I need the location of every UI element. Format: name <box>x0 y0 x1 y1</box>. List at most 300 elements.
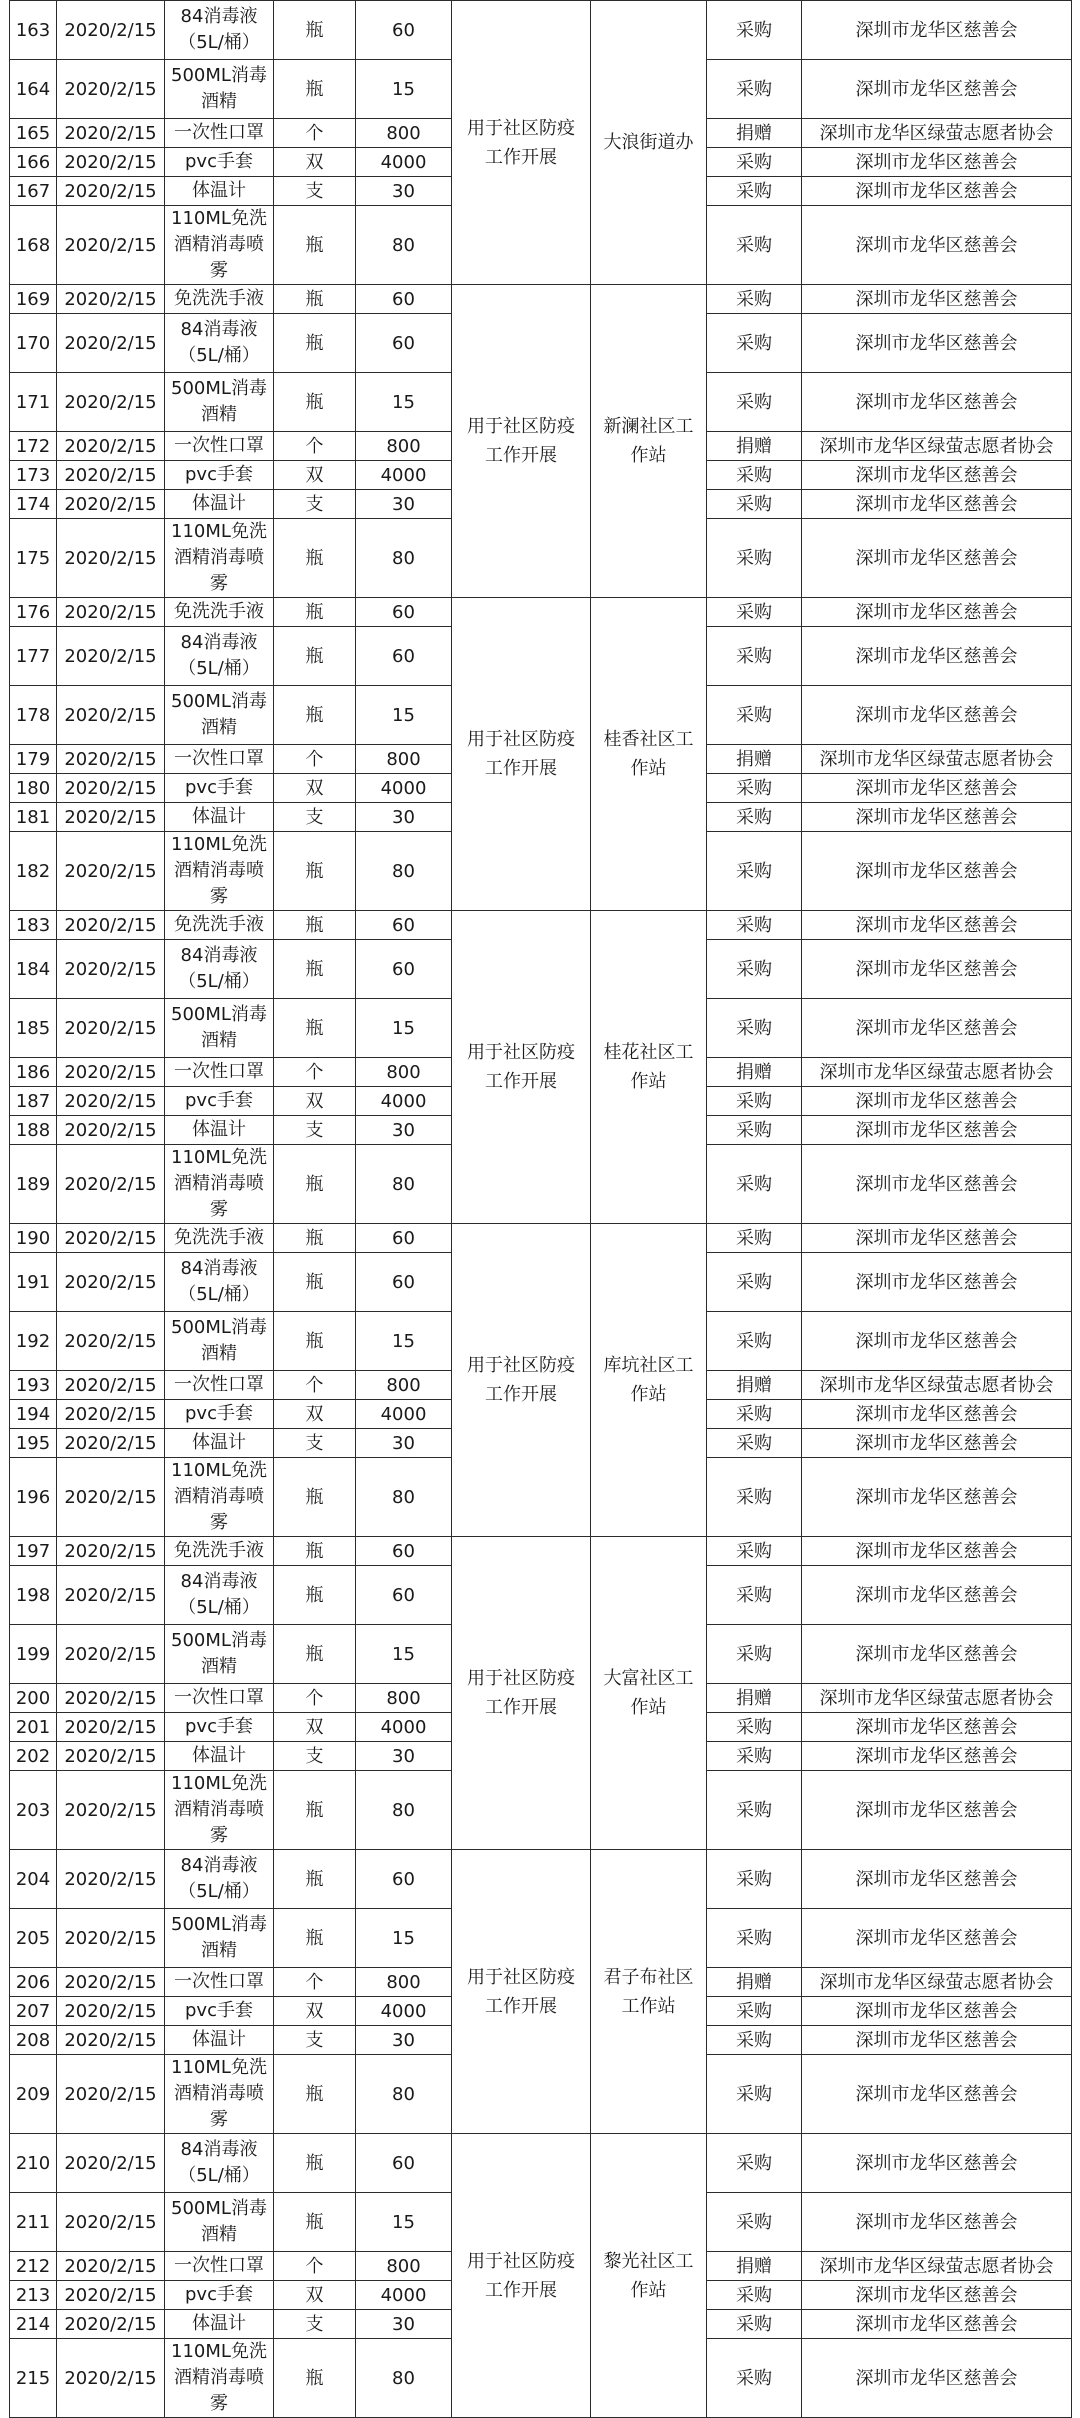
date-cell: 2020/2/15 <box>57 1312 165 1371</box>
source-cell: 深圳市龙华区慈善会 <box>802 1850 1072 1909</box>
quantity-cell: 30 <box>356 177 452 206</box>
quantity-cell: 80 <box>356 519 452 598</box>
recipient-cell: 大浪街道办 <box>591 1 707 285</box>
item-name-cell: 免洗洗手液 <box>165 1537 274 1566</box>
method-cell: 采购 <box>707 60 802 119</box>
method-cell: 捐赠 <box>707 1371 802 1400</box>
row-number-cell: 175 <box>10 519 57 598</box>
item-name-cell: 500ML消毒酒精 <box>165 686 274 745</box>
method-cell: 采购 <box>707 686 802 745</box>
quantity-cell: 60 <box>356 627 452 686</box>
row-number-cell: 202 <box>10 1742 57 1771</box>
unit-cell: 个 <box>274 119 356 148</box>
item-name-cell: pvc手套 <box>165 1087 274 1116</box>
purpose-cell: 用于社区防疫工作开展 <box>452 2134 591 2418</box>
purpose-cell: 用于社区防疫工作开展 <box>452 285 591 598</box>
table-row <box>10 1537 1072 1566</box>
quantity-cell: 60 <box>356 1253 452 1312</box>
unit-cell: 瓶 <box>274 1625 356 1684</box>
quantity-cell: 4000 <box>356 774 452 803</box>
date-cell: 2020/2/15 <box>57 1566 165 1625</box>
unit-cell: 瓶 <box>274 1850 356 1909</box>
item-name-cell: 一次性口罩 <box>165 432 274 461</box>
source-cell: 深圳市龙华区慈善会 <box>802 1997 1072 2026</box>
method-cell: 采购 <box>707 1145 802 1224</box>
method-cell: 采购 <box>707 1713 802 1742</box>
item-name-cell: pvc手套 <box>165 2281 274 2310</box>
source-cell: 深圳市龙华区慈善会 <box>802 598 1072 627</box>
date-cell: 2020/2/15 <box>57 1713 165 1742</box>
unit-cell: 个 <box>274 1058 356 1087</box>
source-cell: 深圳市龙华区慈善会 <box>802 2026 1072 2055</box>
row-number-cell: 212 <box>10 2252 57 2281</box>
quantity-cell: 80 <box>356 832 452 911</box>
unit-cell: 瓶 <box>274 2134 356 2193</box>
date-cell: 2020/2/15 <box>57 1458 165 1537</box>
date-cell: 2020/2/15 <box>57 2339 165 2418</box>
quantity-cell: 80 <box>356 1771 452 1850</box>
purpose-cell: 用于社区防疫工作开展 <box>452 1224 591 1537</box>
table-body <box>10 1 1072 2418</box>
method-cell: 采购 <box>707 2339 802 2418</box>
source-cell: 深圳市龙华区绿萤志愿者协会 <box>802 119 1072 148</box>
source-cell: 深圳市龙华区慈善会 <box>802 1087 1072 1116</box>
quantity-cell: 60 <box>356 1850 452 1909</box>
quantity-cell: 60 <box>356 1224 452 1253</box>
source-cell: 深圳市龙华区慈善会 <box>802 940 1072 999</box>
unit-cell: 瓶 <box>274 1909 356 1968</box>
unit-cell: 双 <box>274 774 356 803</box>
unit-cell: 双 <box>274 148 356 177</box>
quantity-cell: 800 <box>356 432 452 461</box>
unit-cell: 双 <box>274 1087 356 1116</box>
quantity-cell: 4000 <box>356 1713 452 1742</box>
date-cell: 2020/2/15 <box>57 1625 165 1684</box>
quantity-cell: 80 <box>356 2339 452 2418</box>
quantity-cell: 60 <box>356 1 452 60</box>
donation-table <box>9 0 1072 2418</box>
row-number-cell: 205 <box>10 1909 57 1968</box>
unit-cell: 个 <box>274 1684 356 1713</box>
unit-cell: 双 <box>274 2281 356 2310</box>
quantity-cell: 15 <box>356 999 452 1058</box>
date-cell: 2020/2/15 <box>57 1537 165 1566</box>
row-number-cell: 184 <box>10 940 57 999</box>
source-cell: 深圳市龙华区绿萤志愿者协会 <box>802 1684 1072 1713</box>
quantity-cell: 30 <box>356 2310 452 2339</box>
purpose-cell: 用于社区防疫工作开展 <box>452 1 591 285</box>
quantity-cell: 80 <box>356 1145 452 1224</box>
method-cell: 采购 <box>707 373 802 432</box>
row-number-cell: 186 <box>10 1058 57 1087</box>
date-cell: 2020/2/15 <box>57 519 165 598</box>
item-name-cell: pvc手套 <box>165 148 274 177</box>
item-name-cell: 84消毒液（5L/桶） <box>165 1253 274 1312</box>
unit-cell: 支 <box>274 2026 356 2055</box>
purpose-cell: 用于社区防疫工作开展 <box>452 598 591 911</box>
method-cell: 采购 <box>707 2055 802 2134</box>
row-number-cell: 191 <box>10 1253 57 1312</box>
date-cell: 2020/2/15 <box>57 490 165 519</box>
quantity-cell: 60 <box>356 314 452 373</box>
row-number-cell: 209 <box>10 2055 57 2134</box>
date-cell: 2020/2/15 <box>57 432 165 461</box>
date-cell: 2020/2/15 <box>57 832 165 911</box>
quantity-cell: 60 <box>356 940 452 999</box>
quantity-cell: 60 <box>356 911 452 940</box>
source-cell: 深圳市龙华区慈善会 <box>802 999 1072 1058</box>
row-number-cell: 211 <box>10 2193 57 2252</box>
source-cell: 深圳市龙华区慈善会 <box>802 2339 1072 2418</box>
unit-cell: 双 <box>274 461 356 490</box>
unit-cell: 支 <box>274 2310 356 2339</box>
quantity-cell: 4000 <box>356 148 452 177</box>
method-cell: 采购 <box>707 598 802 627</box>
date-cell: 2020/2/15 <box>57 1997 165 2026</box>
donation-table-container <box>9 0 1071 2418</box>
method-cell: 采购 <box>707 1625 802 1684</box>
date-cell: 2020/2/15 <box>57 461 165 490</box>
recipient-cell: 黎光社区工作站 <box>591 2134 707 2418</box>
item-name-cell: 110ML免洗酒精消毒喷雾 <box>165 2339 274 2418</box>
unit-cell: 瓶 <box>274 314 356 373</box>
method-cell: 采购 <box>707 285 802 314</box>
method-cell: 采购 <box>707 1224 802 1253</box>
unit-cell: 瓶 <box>274 1566 356 1625</box>
date-cell: 2020/2/15 <box>57 774 165 803</box>
row-number-cell: 182 <box>10 832 57 911</box>
row-number-cell: 183 <box>10 911 57 940</box>
unit-cell: 支 <box>274 803 356 832</box>
quantity-cell: 800 <box>356 1371 452 1400</box>
source-cell: 深圳市龙华区慈善会 <box>802 60 1072 119</box>
quantity-cell: 60 <box>356 285 452 314</box>
item-name-cell: 一次性口罩 <box>165 745 274 774</box>
row-number-cell: 190 <box>10 1224 57 1253</box>
quantity-cell: 30 <box>356 1742 452 1771</box>
source-cell: 深圳市龙华区慈善会 <box>802 1625 1072 1684</box>
row-number-cell: 181 <box>10 803 57 832</box>
quantity-cell: 800 <box>356 119 452 148</box>
recipient-cell: 桂花社区工作站 <box>591 911 707 1224</box>
item-name-cell: 体温计 <box>165 177 274 206</box>
row-number-cell: 169 <box>10 285 57 314</box>
quantity-cell: 15 <box>356 686 452 745</box>
method-cell: 采购 <box>707 461 802 490</box>
method-cell: 采购 <box>707 803 802 832</box>
date-cell: 2020/2/15 <box>57 1909 165 1968</box>
source-cell: 深圳市龙华区慈善会 <box>802 2193 1072 2252</box>
item-name-cell: 体温计 <box>165 490 274 519</box>
date-cell: 2020/2/15 <box>57 940 165 999</box>
quantity-cell: 4000 <box>356 1087 452 1116</box>
purpose-cell: 用于社区防疫工作开展 <box>452 1850 591 2134</box>
method-cell: 捐赠 <box>707 2252 802 2281</box>
item-name-cell: 500ML消毒酒精 <box>165 1909 274 1968</box>
unit-cell: 双 <box>274 1400 356 1429</box>
item-name-cell: 84消毒液（5L/桶） <box>165 1566 274 1625</box>
unit-cell: 瓶 <box>274 1458 356 1537</box>
item-name-cell: 84消毒液（5L/桶） <box>165 1 274 60</box>
unit-cell: 个 <box>274 2252 356 2281</box>
quantity-cell: 30 <box>356 803 452 832</box>
item-name-cell: 体温计 <box>165 2310 274 2339</box>
unit-cell: 支 <box>274 1116 356 1145</box>
source-cell: 深圳市龙华区慈善会 <box>802 314 1072 373</box>
method-cell: 采购 <box>707 1087 802 1116</box>
row-number-cell: 193 <box>10 1371 57 1400</box>
source-cell: 深圳市龙华区慈善会 <box>802 2310 1072 2339</box>
source-cell: 深圳市龙华区绿萤志愿者协会 <box>802 745 1072 774</box>
source-cell: 深圳市龙华区慈善会 <box>802 206 1072 285</box>
item-name-cell: 84消毒液（5L/桶） <box>165 627 274 686</box>
item-name-cell: 84消毒液（5L/桶） <box>165 2134 274 2193</box>
item-name-cell: 免洗洗手液 <box>165 285 274 314</box>
method-cell: 采购 <box>707 832 802 911</box>
date-cell: 2020/2/15 <box>57 1968 165 1997</box>
source-cell: 深圳市龙华区慈善会 <box>802 1909 1072 1968</box>
quantity-cell: 800 <box>356 2252 452 2281</box>
date-cell: 2020/2/15 <box>57 60 165 119</box>
quantity-cell: 15 <box>356 60 452 119</box>
method-cell: 采购 <box>707 1909 802 1968</box>
date-cell: 2020/2/15 <box>57 2281 165 2310</box>
method-cell: 采购 <box>707 314 802 373</box>
date-cell: 2020/2/15 <box>57 1771 165 1850</box>
purpose-cell: 用于社区防疫工作开展 <box>452 911 591 1224</box>
source-cell: 深圳市龙华区慈善会 <box>802 461 1072 490</box>
source-cell: 深圳市龙华区慈善会 <box>802 1537 1072 1566</box>
item-name-cell: 84消毒液（5L/桶） <box>165 314 274 373</box>
source-cell: 深圳市龙华区慈善会 <box>802 1458 1072 1537</box>
item-name-cell: 500ML消毒酒精 <box>165 2193 274 2252</box>
method-cell: 采购 <box>707 1537 802 1566</box>
method-cell: 采购 <box>707 2134 802 2193</box>
unit-cell: 双 <box>274 1713 356 1742</box>
item-name-cell: 110ML免洗酒精消毒喷雾 <box>165 832 274 911</box>
quantity-cell: 15 <box>356 1312 452 1371</box>
quantity-cell: 30 <box>356 2026 452 2055</box>
row-number-cell: 164 <box>10 60 57 119</box>
row-number-cell: 171 <box>10 373 57 432</box>
table-row <box>10 1850 1072 1909</box>
unit-cell: 个 <box>274 432 356 461</box>
unit-cell: 支 <box>274 1429 356 1458</box>
item-name-cell: 一次性口罩 <box>165 1058 274 1087</box>
source-cell: 深圳市龙华区慈善会 <box>802 148 1072 177</box>
row-number-cell: 170 <box>10 314 57 373</box>
source-cell: 深圳市龙华区慈善会 <box>802 285 1072 314</box>
unit-cell: 瓶 <box>274 1253 356 1312</box>
date-cell: 2020/2/15 <box>57 2055 165 2134</box>
item-name-cell: 500ML消毒酒精 <box>165 60 274 119</box>
row-number-cell: 165 <box>10 119 57 148</box>
date-cell: 2020/2/15 <box>57 598 165 627</box>
date-cell: 2020/2/15 <box>57 2310 165 2339</box>
source-cell: 深圳市龙华区慈善会 <box>802 1742 1072 1771</box>
unit-cell: 瓶 <box>274 2055 356 2134</box>
quantity-cell: 15 <box>356 1909 452 1968</box>
quantity-cell: 30 <box>356 1116 452 1145</box>
row-number-cell: 166 <box>10 148 57 177</box>
source-cell: 深圳市龙华区慈善会 <box>802 519 1072 598</box>
item-name-cell: 体温计 <box>165 2026 274 2055</box>
row-number-cell: 188 <box>10 1116 57 1145</box>
method-cell: 捐赠 <box>707 745 802 774</box>
row-number-cell: 180 <box>10 774 57 803</box>
row-number-cell: 210 <box>10 2134 57 2193</box>
date-cell: 2020/2/15 <box>57 119 165 148</box>
row-number-cell: 206 <box>10 1968 57 1997</box>
date-cell: 2020/2/15 <box>57 1742 165 1771</box>
source-cell: 深圳市龙华区绿萤志愿者协会 <box>802 1968 1072 1997</box>
row-number-cell: 185 <box>10 999 57 1058</box>
item-name-cell: 110ML免洗酒精消毒喷雾 <box>165 1771 274 1850</box>
unit-cell: 支 <box>274 1742 356 1771</box>
row-number-cell: 195 <box>10 1429 57 1458</box>
method-cell: 捐赠 <box>707 1968 802 1997</box>
quantity-cell: 4000 <box>356 1997 452 2026</box>
date-cell: 2020/2/15 <box>57 373 165 432</box>
method-cell: 采购 <box>707 1771 802 1850</box>
method-cell: 采购 <box>707 1 802 60</box>
row-number-cell: 204 <box>10 1850 57 1909</box>
quantity-cell: 30 <box>356 490 452 519</box>
unit-cell: 瓶 <box>274 1 356 60</box>
date-cell: 2020/2/15 <box>57 314 165 373</box>
item-name-cell: 一次性口罩 <box>165 1968 274 1997</box>
source-cell: 深圳市龙华区慈善会 <box>802 490 1072 519</box>
method-cell: 采购 <box>707 2026 802 2055</box>
recipient-cell: 新澜社区工作站 <box>591 285 707 598</box>
unit-cell: 瓶 <box>274 285 356 314</box>
unit-cell: 瓶 <box>274 627 356 686</box>
row-number-cell: 208 <box>10 2026 57 2055</box>
table-row <box>10 1 1072 60</box>
unit-cell: 瓶 <box>274 1312 356 1371</box>
unit-cell: 瓶 <box>274 940 356 999</box>
item-name-cell: 体温计 <box>165 1116 274 1145</box>
row-number-cell: 203 <box>10 1771 57 1850</box>
quantity-cell: 60 <box>356 598 452 627</box>
row-number-cell: 207 <box>10 1997 57 2026</box>
quantity-cell: 800 <box>356 1058 452 1087</box>
method-cell: 采购 <box>707 1997 802 2026</box>
row-number-cell: 176 <box>10 598 57 627</box>
table-row <box>10 1224 1072 1253</box>
method-cell: 采购 <box>707 1312 802 1371</box>
source-cell: 深圳市龙华区慈善会 <box>802 1429 1072 1458</box>
date-cell: 2020/2/15 <box>57 1145 165 1224</box>
method-cell: 采购 <box>707 519 802 598</box>
quantity-cell: 4000 <box>356 1400 452 1429</box>
date-cell: 2020/2/15 <box>57 1087 165 1116</box>
method-cell: 采购 <box>707 2281 802 2310</box>
item-name-cell: 免洗洗手液 <box>165 598 274 627</box>
source-cell: 深圳市龙华区慈善会 <box>802 2134 1072 2193</box>
date-cell: 2020/2/15 <box>57 1684 165 1713</box>
row-number-cell: 172 <box>10 432 57 461</box>
item-name-cell: 110ML免洗酒精消毒喷雾 <box>165 1145 274 1224</box>
table-row <box>10 2134 1072 2193</box>
source-cell: 深圳市龙华区慈善会 <box>802 1713 1072 1742</box>
source-cell: 深圳市龙华区慈善会 <box>802 1566 1072 1625</box>
method-cell: 采购 <box>707 2310 802 2339</box>
source-cell: 深圳市龙华区慈善会 <box>802 1253 1072 1312</box>
source-cell: 深圳市龙华区慈善会 <box>802 627 1072 686</box>
quantity-cell: 800 <box>356 1684 452 1713</box>
unit-cell: 瓶 <box>274 832 356 911</box>
purpose-cell: 用于社区防疫工作开展 <box>452 1537 591 1850</box>
item-name-cell: 体温计 <box>165 1742 274 1771</box>
source-cell: 深圳市龙华区绿萤志愿者协会 <box>802 2252 1072 2281</box>
method-cell: 捐赠 <box>707 1058 802 1087</box>
recipient-cell: 库坑社区工作站 <box>591 1224 707 1537</box>
method-cell: 采购 <box>707 490 802 519</box>
quantity-cell: 60 <box>356 1537 452 1566</box>
row-number-cell: 163 <box>10 1 57 60</box>
date-cell: 2020/2/15 <box>57 2252 165 2281</box>
source-cell: 深圳市龙华区慈善会 <box>802 774 1072 803</box>
item-name-cell: pvc手套 <box>165 1400 274 1429</box>
item-name-cell: 体温计 <box>165 803 274 832</box>
source-cell: 深圳市龙华区绿萤志愿者协会 <box>802 1058 1072 1087</box>
item-name-cell: 500ML消毒酒精 <box>165 999 274 1058</box>
quantity-cell: 800 <box>356 745 452 774</box>
unit-cell: 支 <box>274 177 356 206</box>
date-cell: 2020/2/15 <box>57 999 165 1058</box>
source-cell: 深圳市龙华区慈善会 <box>802 1145 1072 1224</box>
item-name-cell: 一次性口罩 <box>165 119 274 148</box>
unit-cell: 瓶 <box>274 519 356 598</box>
date-cell: 2020/2/15 <box>57 1850 165 1909</box>
method-cell: 采购 <box>707 911 802 940</box>
source-cell: 深圳市龙华区慈善会 <box>802 1116 1072 1145</box>
table-row <box>10 598 1072 627</box>
method-cell: 采购 <box>707 627 802 686</box>
quantity-cell: 60 <box>356 2134 452 2193</box>
item-name-cell: 110ML免洗酒精消毒喷雾 <box>165 1458 274 1537</box>
unit-cell: 瓶 <box>274 60 356 119</box>
table-row <box>10 285 1072 314</box>
date-cell: 2020/2/15 <box>57 911 165 940</box>
method-cell: 采购 <box>707 1566 802 1625</box>
source-cell: 深圳市龙华区慈善会 <box>802 1312 1072 1371</box>
row-number-cell: 168 <box>10 206 57 285</box>
row-number-cell: 189 <box>10 1145 57 1224</box>
recipient-cell: 君子布社区工作站 <box>591 1850 707 2134</box>
item-name-cell: 500ML消毒酒精 <box>165 1312 274 1371</box>
quantity-cell: 4000 <box>356 461 452 490</box>
row-number-cell: 198 <box>10 1566 57 1625</box>
source-cell: 深圳市龙华区慈善会 <box>802 1771 1072 1850</box>
source-cell: 深圳市龙华区慈善会 <box>802 1400 1072 1429</box>
unit-cell: 瓶 <box>274 2193 356 2252</box>
row-number-cell: 178 <box>10 686 57 745</box>
method-cell: 采购 <box>707 1429 802 1458</box>
item-name-cell: 110ML免洗酒精消毒喷雾 <box>165 206 274 285</box>
date-cell: 2020/2/15 <box>57 1253 165 1312</box>
method-cell: 采购 <box>707 1116 802 1145</box>
method-cell: 采购 <box>707 2193 802 2252</box>
method-cell: 采购 <box>707 999 802 1058</box>
method-cell: 采购 <box>707 940 802 999</box>
recipient-cell: 桂香社区工作站 <box>591 598 707 911</box>
unit-cell: 瓶 <box>274 1145 356 1224</box>
method-cell: 采购 <box>707 774 802 803</box>
source-cell: 深圳市龙华区慈善会 <box>802 911 1072 940</box>
unit-cell: 瓶 <box>274 686 356 745</box>
